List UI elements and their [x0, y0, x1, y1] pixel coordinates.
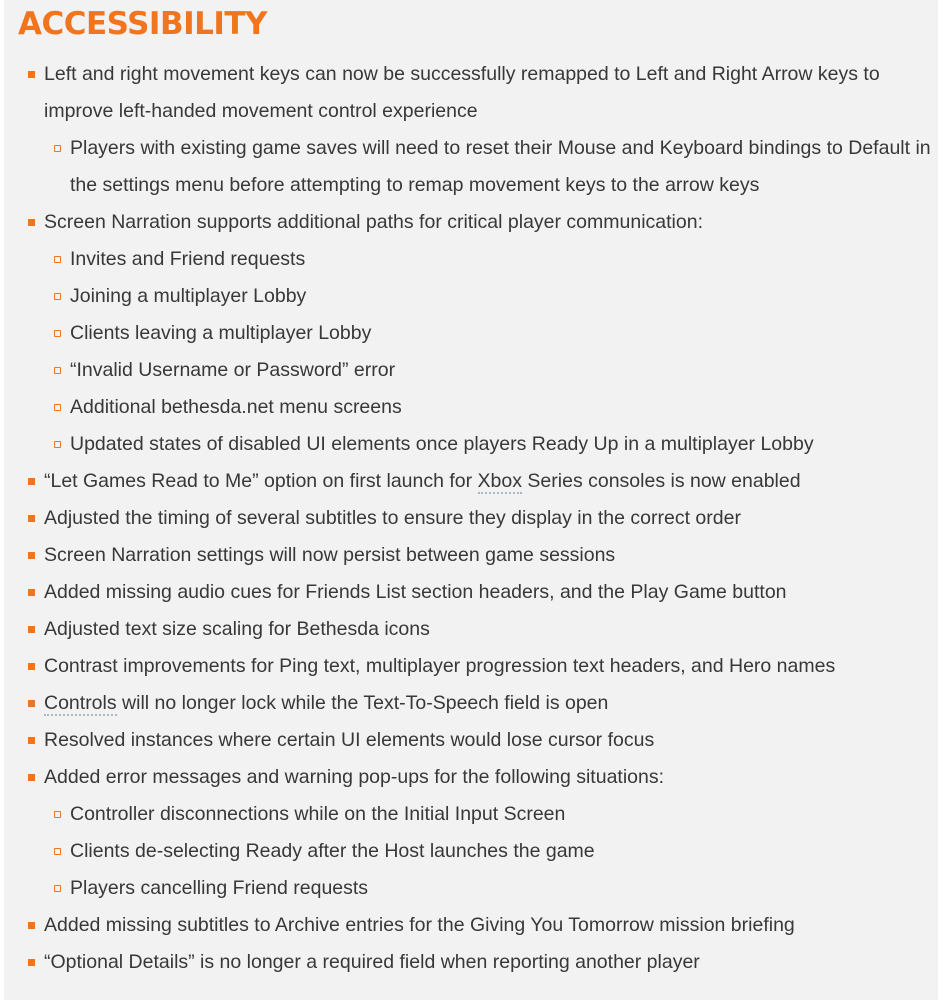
item-text: Clients leaving a multiplayer Lobby	[70, 322, 372, 344]
item-text: Added missing audio cues for Friends List section headers, and the Play Game button	[44, 581, 787, 603]
bullet-hollow-square-icon	[54, 330, 61, 337]
sub-list-item	[4, 352, 938, 389]
list-item	[4, 500, 938, 537]
item-text: Left and right movement keys can now be successfully remapped to Left and Right Arrow keys to improve left-handed movement control experience	[44, 63, 880, 122]
bullet-hollow-square-icon	[54, 885, 61, 892]
bullet-hollow-square-icon	[54, 811, 61, 818]
bullet-hollow-square-icon	[54, 145, 61, 152]
term-tooltip-link[interactable]: Controls	[44, 692, 117, 714]
sub-list-item	[4, 796, 938, 833]
list-item	[4, 56, 938, 130]
bullet-hollow-square-icon	[54, 441, 61, 448]
bullet-square-icon	[28, 959, 35, 966]
accessibility-list	[4, 56, 938, 981]
list-item	[4, 204, 938, 241]
sub-list-item	[4, 315, 938, 352]
item-text: Players with existing game saves will need to reset their Mouse and Keyboard bindings to Default in the settings menu before attempting to remap movement keys to the arrow keys	[70, 137, 931, 196]
item-text: Resolved instances where certain UI elements would lose cursor focus	[44, 729, 655, 751]
sub-list-item	[4, 870, 938, 907]
list-item	[4, 611, 938, 648]
item-text: Players cancelling Friend requests	[70, 877, 369, 899]
list-item	[4, 537, 938, 574]
list-item	[4, 907, 938, 944]
item-text: Controls will no longer lock while the Text-To-Speech field is open	[44, 692, 609, 714]
bullet-square-icon	[28, 589, 35, 596]
bullet-square-icon	[28, 626, 35, 633]
item-text: Updated states of disabled UI elements once players Ready Up in a multiplayer Lobby	[70, 433, 814, 455]
bullet-hollow-square-icon	[54, 848, 61, 855]
sub-list-item	[4, 130, 938, 204]
bullet-square-icon	[28, 737, 35, 744]
item-text: “Let Games Read to Me” option on first launch for Xbox Series consoles is now enabled	[44, 470, 801, 492]
list-item	[4, 944, 938, 981]
bullet-square-icon	[28, 663, 35, 670]
bullet-hollow-square-icon	[54, 256, 61, 263]
list-item	[4, 463, 938, 500]
list-item	[4, 759, 938, 796]
item-text: Controller disconnections while on the Initial Input Screen	[70, 803, 566, 825]
list-item	[4, 722, 938, 759]
bullet-square-icon	[28, 774, 35, 781]
bullet-hollow-square-icon	[54, 293, 61, 300]
sub-list-item	[4, 833, 938, 870]
item-text: Added missing subtitles to Archive entries for the Giving You Tomorrow mission briefing	[44, 914, 795, 936]
sub-list-item	[4, 389, 938, 426]
sub-list-item	[4, 278, 938, 315]
item-text: Adjusted the timing of several subtitles to ensure they display in the correct order	[44, 507, 741, 529]
item-text: Invites and Friend requests	[70, 248, 306, 270]
item-text: Added error messages and warning pop-ups for the following situations:	[44, 766, 665, 788]
item-text: Additional bethesda.net menu screens	[70, 396, 402, 418]
bullet-square-icon	[28, 219, 35, 226]
bullet-hollow-square-icon	[54, 367, 61, 374]
item-text: Screen Narration settings will now persist between game sessions	[44, 544, 616, 566]
sub-list-item	[4, 426, 938, 463]
item-text: Joining a multiplayer Lobby	[70, 285, 307, 307]
item-text: Adjusted text size scaling for Bethesda icons	[44, 618, 430, 640]
item-text: “Optional Details” is no longer a required field when reporting another player	[44, 951, 700, 973]
section-title: ACCESSIBILITY	[18, 6, 268, 42]
term-tooltip-link[interactable]: Xbox	[477, 470, 522, 492]
bullet-square-icon	[28, 71, 35, 78]
list-item	[4, 648, 938, 685]
bullet-square-icon	[28, 515, 35, 522]
bullet-square-icon	[28, 922, 35, 929]
accessibility-section	[4, 0, 938, 1000]
list-item	[4, 685, 938, 722]
list-item	[4, 574, 938, 611]
sub-list-item	[4, 241, 938, 278]
bullet-square-icon	[28, 700, 35, 707]
item-text: Clients de-selecting Ready after the Host launches the game	[70, 840, 595, 862]
item-text: Contrast improvements for Ping text, multiplayer progression text headers, and Hero names	[44, 655, 836, 677]
item-text: Screen Narration supports additional paths for critical player communication:	[44, 211, 703, 233]
bullet-hollow-square-icon	[54, 404, 61, 411]
item-text: “Invalid Username or Password” error	[70, 359, 396, 381]
bullet-square-icon	[28, 552, 35, 559]
bullet-square-icon	[28, 478, 35, 485]
